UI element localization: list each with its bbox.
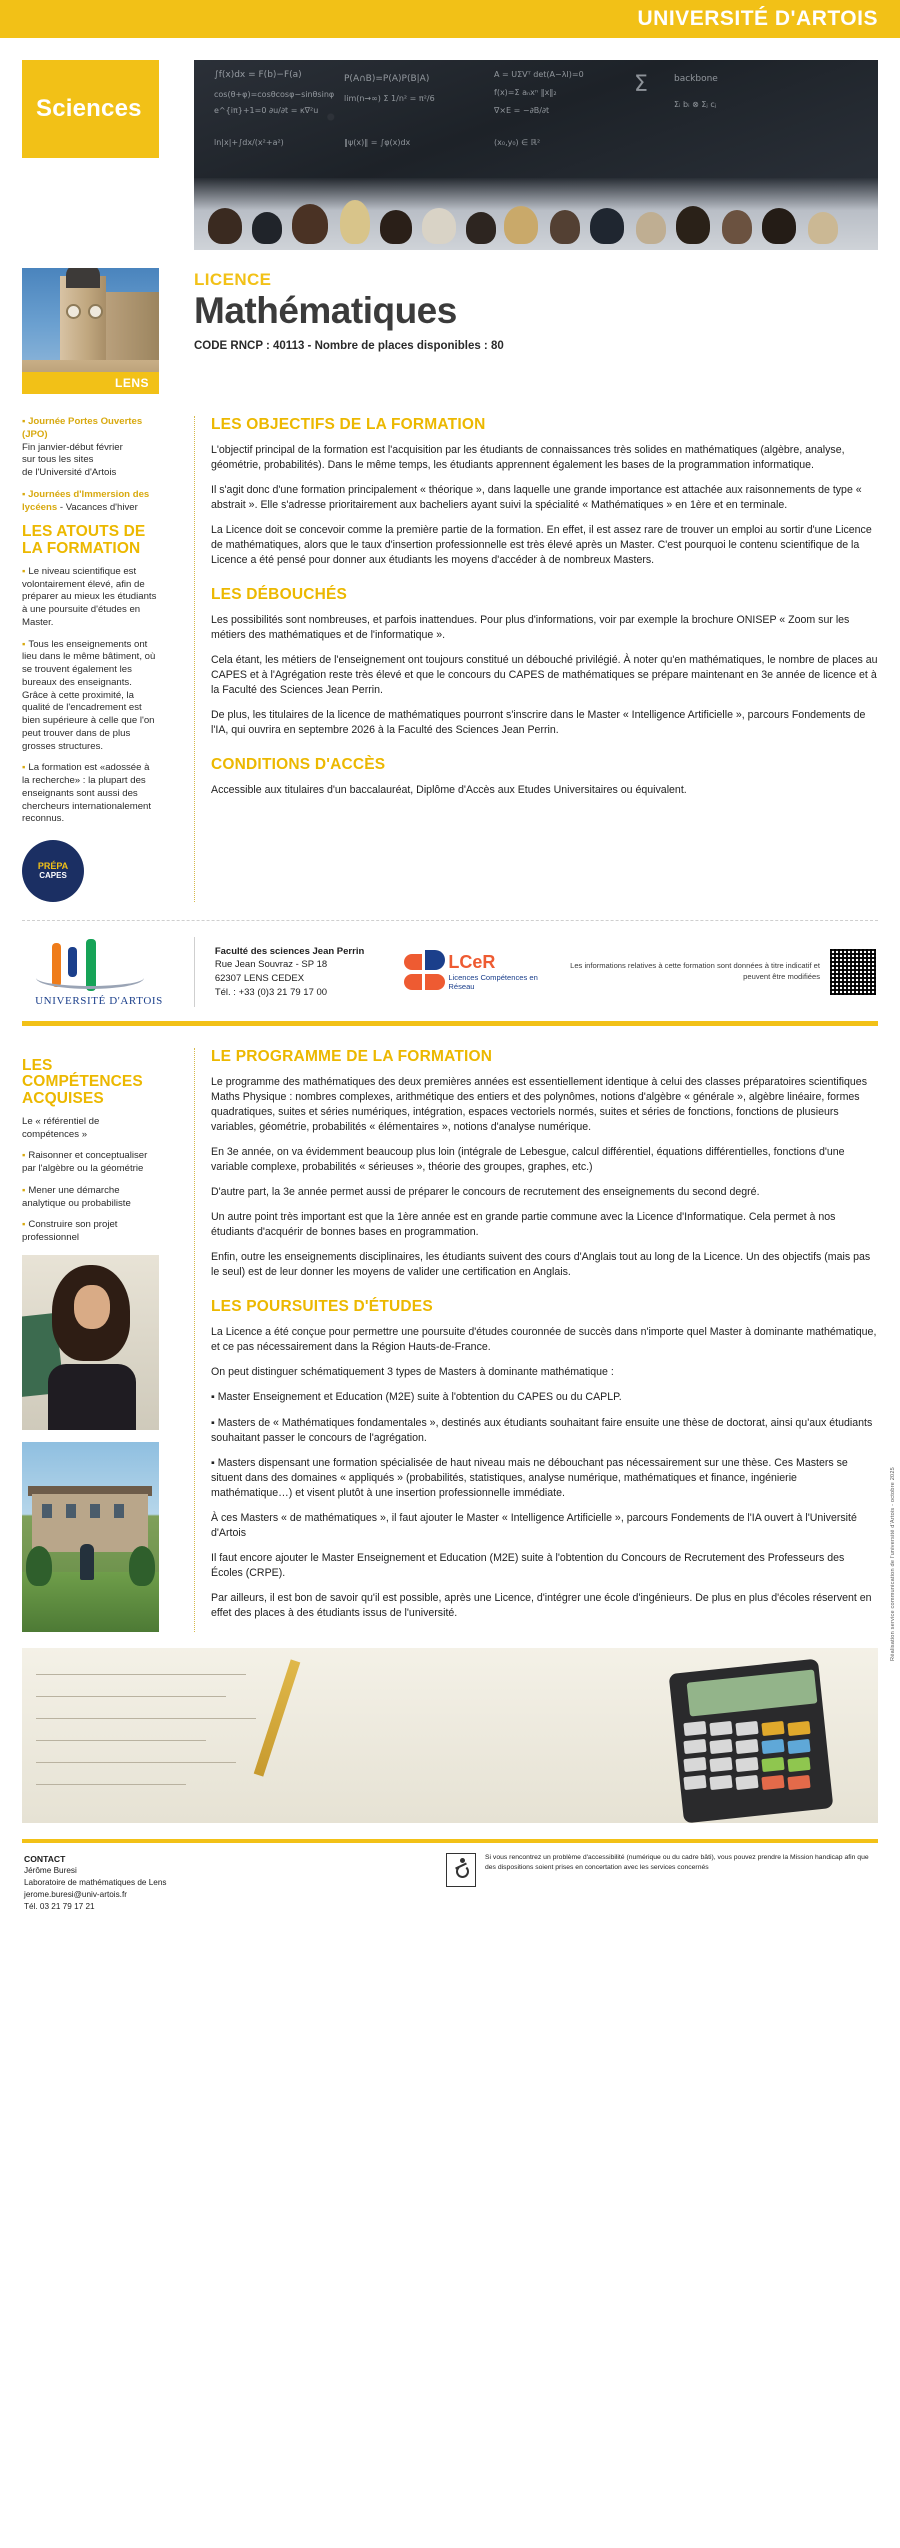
lcer-mark-icon [404,950,440,994]
contact-email[interactable]: jerome.buresi@univ-artois.fr [24,1890,127,1900]
contact-heading: CONTACT [24,1853,66,1864]
poursuites-para-1: On peut distinguer schématiquement 3 types de Masters à dominante mathématique : [211,1366,614,1379]
title-row [0,250,900,394]
accessibility-block [446,1853,876,1887]
address-line-0: Faculté des sciences Jean Perrin [214,945,365,957]
poursuites-para-0: La Licence a été conçue pour permettre une poursuite d'études couronnée de succès dans n'importe quel Master à dominante mathématique, et ce pas nécessairement dans la Région Hauts-de-France. [211,1326,877,1354]
programme-para-2: D'autre part, la 3e année permet aussi de préparer le concours de recrutement des enseignements du second degré. [211,1186,760,1199]
contact-divider [194,937,195,1007]
jpo-title: ▪ Journée Portes Ouvertes (JPO) [22,416,143,440]
atout-item-0: ▪ Le niveau scientifique est volontairement élevé, afin de préparer au mieux les étudiants à une poursuite d'études en Master. [22,566,159,630]
poursuites-para-6: Il faut encore ajouter le Master Enseignement et Education (M2E) suite à l'obtention du Concours de Recrutement des Professeurs des Écoles (CRPE). [211,1551,845,1579]
address-line-2: 62307 LENS CEDEX [214,973,305,985]
student-photo [22,1255,159,1430]
conditions-para-0: Accessible aux titulaires d'un baccalauréat, Diplôme d'Accès aux Etudes Universitaires ou équivalent. [211,784,687,797]
prepa-capes-badge [22,840,84,902]
contact-phone: Tél. 03 21 79 17 21 [24,1901,95,1911]
bottom-contact [0,1843,900,1931]
immersion-rest: - Vacances d'hiver [57,501,138,513]
debouches-para-1: Cela étant, les métiers de l'enseignement ont toujours constitué un débouché privilégié. À noter qu'en mathématiques, le nombre de places au CAPES et à l'Agrégation reste très élevé et que le concours du CAPES de mathématiques se prépare maintenant en 3e année de licence et à la Faculté des Sciences Jean Perrin. [211,654,878,697]
brochure-page-1 [0,0,900,1021]
programme-para-1: En 3e année, on va évidemment beaucoup plus loin (intégrale de Lebesgue, calcul différentiel, équations différentielles, fonctions d'une variable complexe, probabilités « sérieuses », théorie des groupes, graphes, etc.) [211,1146,845,1174]
university-logo-name: UNIVERSITÉ D'ARTOIS [35,995,163,1008]
poursuites-para-7: Par ailleurs, il est bon de savoir qu'il est possible, après une Licence, d'intégrer une école d'ingénieurs. De plus en plus d'écoles réservent en effet des places à des étudiants issus de l'université. [211,1591,872,1619]
main-content-page2 [194,1048,878,1632]
faculty-address [215,945,390,1000]
debouches-para-2: De plus, les titulaires de la licence de mathématiques pourront s'inscrire dans le Master « Intelligence Artificielle », parcours Fondements de l'IA, qui ouvrira en septembre 2026 à la Faculté des Sciences Jean Perrin. [211,709,866,737]
atout-item-2: ▪ La formation est «adossée à la recherche» : la plupart des enseignants sont aussi des chercheurs internationalement reconnus. [22,762,159,826]
top-yellow-band [0,0,900,38]
campus-label: LENS [114,376,149,390]
competences-intro: Le « référentiel de compétences » [22,1115,100,1140]
contact-info [24,1853,324,1913]
legal-note: Les informations relatives à cette formation sont données à titre indicatif et peuvent être modifiées [570,961,820,982]
production-credit: Réalisation service communication de l'université d'Artois - octobre 2025 [890,1466,896,1661]
lcer-text [448,953,545,991]
degree-name: Mathématiques [194,290,457,331]
competence-item-0: ▪ Raisonner et conceptualiser par l'algèbre ou la géométrie [22,1150,159,1176]
programme-para-3: Un autre point très important est que la 1ère année est en grande partie commune avec la Licence d'Informatique. Cela permet à nos étudiants d'acquérir de bonnes bases en programmation. [211,1211,836,1239]
page1-body [0,394,900,902]
debouches-para-0: Les possibilités sont nombreuses, et parfois inattendues. Pour plus d'informations, voir par exemple la brochure ONISEP « Zoom sur les métiers des mathématiques et de l'informatique ». [211,614,850,642]
competence-item-1: ▪ Mener une démarche analytique ou probabiliste [22,1185,159,1211]
brochure-page-2 [0,1021,900,1931]
contact-line-0: Jérôme Buresi [24,1866,77,1876]
programme-heading: LE PROGRAMME DE LA FORMATION [211,1048,493,1066]
immersion-block [22,489,159,515]
calculator-photo [22,1648,878,1823]
hero-row [0,38,900,250]
left-sidebar-page1 [22,416,159,902]
campus-photo [22,1442,159,1632]
poursuites-heading: LES POURSUITES D'ÉTUDES [211,1298,433,1316]
university-name: UNIVERSITÉ D'ARTOIS [637,7,878,30]
contact-band [0,921,900,1021]
accessibility-note: Si vous rencontrez un problème d'accessibilité (numérique ou du cadre bâti), vous pouvez prendre la Mission handicap afin que des dispositions soient prises en concertation avec les services concernés [485,1853,869,1872]
competence-item-2: ▪ Construire son projet professionnel [22,1219,159,1245]
campus-label-badge [22,372,159,394]
poursuites-para-3: ▪ Masters de « Mathématiques fondamentales », destinés aux étudiants souhaitant faire ensuite une thèse de doctorat, ainsi qu'aux étudiants souhaitant passer le concours de l'agrégation. [211,1416,873,1444]
hero-image-wrap [194,60,878,250]
page2-body [0,1026,900,1632]
address-line-3: Tél. : +33 (0)3 21 79 17 00 [214,986,328,998]
rncp-code: CODE RNCP : 40113 - Nombre de places disponibles : 80 [194,339,504,352]
wheelchair-accessibility-icon [446,1853,476,1887]
main-content-page1 [194,416,878,902]
jpo-line-2: de l'Université d'Artois [22,467,117,478]
lens-campus-photo [22,268,159,394]
jpo-line-0: Fin janvier-début février [22,441,123,453]
atouts-heading: LES ATOUTS DE LA FORMATION [22,523,146,557]
lcer-logo [404,950,546,994]
competences-heading: LES COMPÉTENCES ACQUISES [22,1057,143,1107]
poursuites-para-4: ▪ Masters dispensant une formation spécialisée de haut niveau mais ne débouchant pas nécessairement sur une thèse. Ces Masters se situent dans des domaines « appliqués » (probabilités, statistiques, analyse numérique, mathématiques et finance, ingénierie mathématique…) et visent plutôt à une insertion professionnelle immédiate. [211,1456,848,1499]
objectifs-para-1: Il s'agit donc d'une formation principalement « théorique », dans laquelle une grande importance est attachée aux raisonnements de type « abstrait ». Elle s'adresse prioritairement aux bacheliers ayant suivi la spécialité « Mathématiques » en 1ère et en terminale. [211,484,862,512]
jpo-block [22,416,159,480]
address-line-1: Rue Jean Souvraz - SP 18 [214,959,328,971]
degree-kicker: LICENCE [194,270,272,289]
objectifs-heading: LES OBJECTIFS DE LA FORMATION [211,416,486,433]
immersion-title: ▪ Journées d'Immersion des lycéens [22,488,150,513]
audience-silhouette [194,178,878,250]
university-logo [24,937,174,1007]
poursuites-para-2: ▪ Master Enseignement et Education (M2E) suite à l'obtention du CAPES ou du CAPLP. [211,1391,622,1404]
jpo-line-1: sur tous les sites [22,454,94,466]
objectifs-para-0: L'objectif principal de la formation est l'acquisition par les étudiants de connaissances très solides en mathématiques (algèbre, analyse, géométrie, probabilités). Dans le même temps, les étudiants apprennent également les bases de la programmation informatique. [211,444,845,472]
prepa-capes-line2: CAPES [39,870,67,880]
contact-line-1: Laboratoire de mathématiques de Lens [24,1878,167,1888]
objectifs-para-2: La Licence doit se concevoir comme la première partie de la formation. En effet, il est assez rare de trouver un emploi au sortir d'une Licence de mathématiques, alors que le taux d'insertion professionnelle est très élevé après un Master. C'est pourquoi le contenu scientifique de la Licence a été pensé pour donner aux étudiants les moyens d'accéder à de nombreux Masters. [211,524,872,567]
faculty-tag-label: Sciences [36,95,142,122]
programme-para-4: Enfin, outre les enseignements disciplinaires, les étudiants suivent des cours d'Anglais tout au long de la Licence. Un des objectifs (mais pas le seul) est de leur donner les moyens de valider une certification en Anglais. [211,1251,871,1279]
prepa-capes-line1: PRÉPA [37,860,69,871]
faculty-tag-box [22,60,159,158]
degree-title-block [194,268,878,394]
debouches-heading: LES DÉBOUCHÉS [211,586,348,604]
lcer-subtitle: Licences Compétences en Réseau [448,972,538,992]
atout-item-1: ▪ Tous les enseignements ont lieu dans le même bâtiment, où se trouvent également les bureaux des enseignants. Grâce à cette proximité, la qualité de l'encadrement est bien supérieure à celle que l'on peut trouver dans de plus grosses structures. [22,639,159,754]
conditions-heading: CONDITIONS D'ACCÈS [211,756,386,774]
lcer-title: LCeR [448,951,496,972]
blackboard-photo: ∫f(x)dx = F(b)−F(a) cos(θ+φ)=cosθcosφ−sinθsinφ e^{iπ}+1=0 ∂u/∂t = κ∇²u P(A∩B)=P(A)P(B|A) lim(n→∞) Σ 1/n² = π²/6 A = UΣVᵀ det(A−λI)=0 f(x)=Σ aₙxⁿ ‖x‖₂ ∇×E = −∂B/∂t Σ backbone Σᵢ bᵢ ⊗ Σⱼ cⱼ ln|x|+∫dx/(x²+a²) ‖ψ(x)‖ = ∫φ(x)dx (x₀,y₀) ∈ ℝ² [194,60,878,250]
left-sidebar-page2 [22,1048,159,1632]
qr-code[interactable] [830,949,876,995]
programme-para-0: Le programme des mathématiques des deux premières années est essentiellement identique à celui des classes préparatoires scientifiques Maths Physique : nombres complexes, arithmétique des entiers et des polynômes, notions d'algèbre « générale », algèbre linéaire, formes quadratiques, suites et séries numériques, intégration, espaces vectoriels normés, suites et séries de fonctions, fonctions de plusieurs variables, géométrie, probabilités « élémentaires », notions d'analyse numérique. [211,1076,867,1134]
artois-logo-glyph [24,937,174,993]
poursuites-para-5: À ces Masters « de mathématiques », il faut ajouter le Master « Intelligence Artificielle », parcours Fondements de l'IA ouvert à l'Université d'Artois [211,1511,857,1539]
